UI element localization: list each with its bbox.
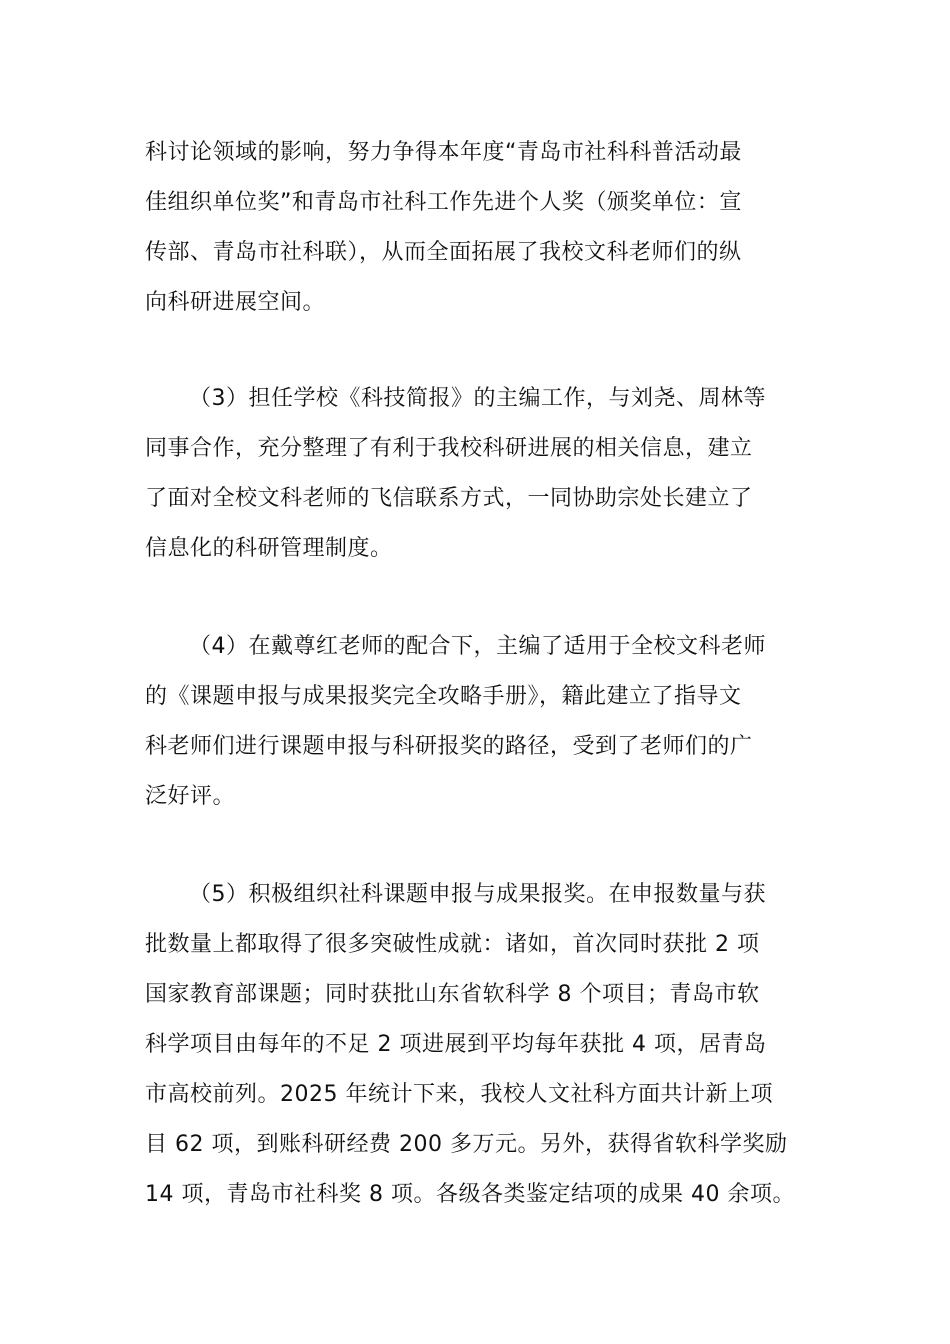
text-line: 泛好评。 — [145, 784, 236, 809]
text-line: 向科研进展空间。 — [145, 290, 326, 315]
text-line: 传部、青岛市社科联），从而全面拓展了我校文科老师们的纵 — [145, 240, 742, 265]
text-line: 同事合作，充分整理了有利于我校科研进展的相关信息，建立 — [145, 436, 753, 461]
text-line: 佳组织单位奖”和青岛市社科工作先进个人奖（颁奖单位：宣 — [145, 190, 742, 215]
text-line: 科学项目由每年的不足 2 项进展到平均每年获批 4 项，居青岛 — [145, 1032, 767, 1057]
text-line: 的《课题申报与成果报奖完全攻略手册》，籍此建立了指导文 — [145, 684, 742, 709]
paragraph-item-5 — [145, 870, 815, 1220]
text-line: （5）积极组织社科课题申报与成果报奖。在申报数量与获 — [189, 882, 766, 907]
text-line: 国家教育部课题；同时获批山东省软科学 8 个项目；青岛市软 — [145, 982, 760, 1007]
text-line: 批数量上都取得了很多突破性成就：诸如，首次同时获批 2 项 — [145, 932, 760, 957]
paragraph-continued — [145, 128, 815, 328]
text-line: 目 62 项，到账科研经费 200 多万元。另外，获得省软科学奖励 — [145, 1132, 788, 1157]
text-line: （4）在戴尊红老师的配合下，主编了适用于全校文科老师 — [189, 634, 766, 659]
text-line: （3）担任学校《科技简报》的主编工作，与刘尧、周林等 — [189, 386, 766, 411]
text-line: 市高校前列。2025 年统计下来，我校人文社科方面共计新上项 — [145, 1082, 773, 1107]
text-line: 科老师们进行课题申报与科研报奖的路径，受到了老师们的广 — [145, 734, 753, 759]
text-line: 科讨论领域的影响，努力争得本年度“青岛市社科科普活动最 — [145, 140, 742, 165]
text-line: 14 项，青岛市社科奖 8 项。各级各类鉴定结项的成果 40 余项。 — [145, 1182, 795, 1207]
paragraph-item-4 — [145, 622, 815, 822]
paragraph-item-3 — [145, 374, 815, 574]
text-line: 信息化的科研管理制度。 — [145, 536, 393, 561]
text-line: 了面对全校文科老师的飞信联系方式，一同协助宗处长建立了 — [145, 486, 753, 511]
